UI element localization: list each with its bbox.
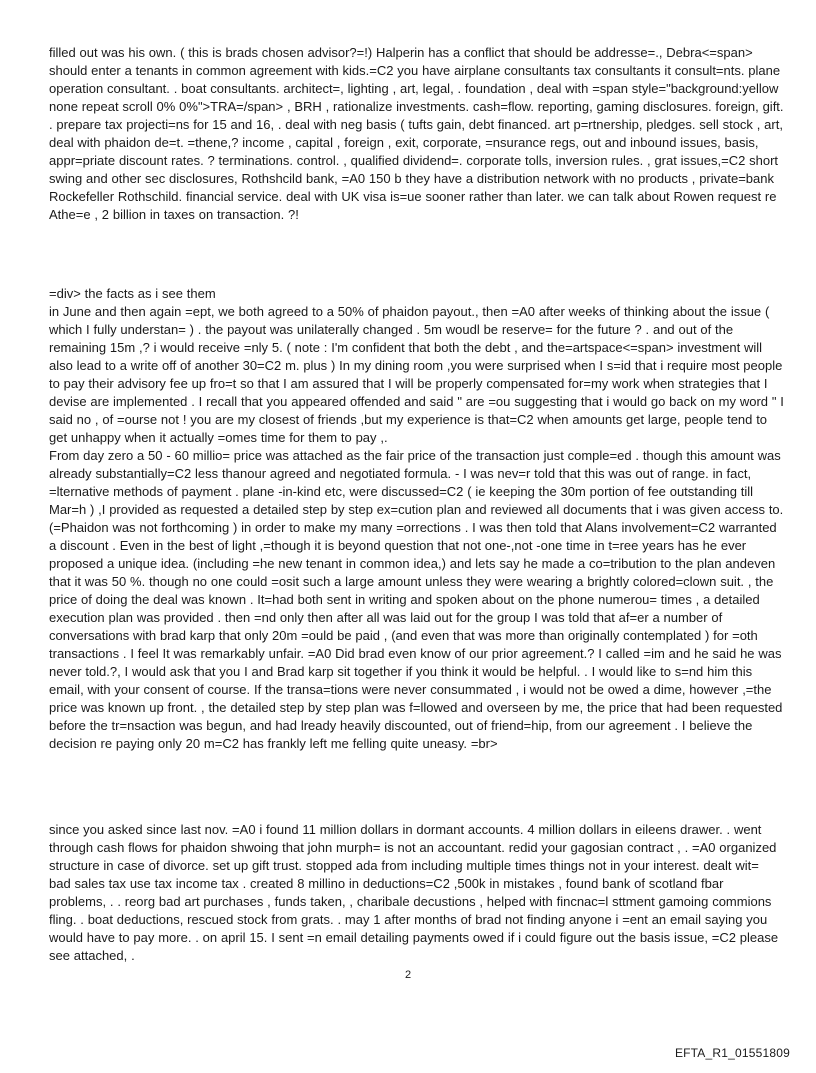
paragraph-advisor-tasks: filled out was his own. ( this is brads chosen advisor?=!) Halperin has a conflict that should be addresse=., Debra<=span> should enter a tenants in common agreement with kids.=C2 you have airplane consultants tax consultants it consult=nts. plane operation consultant. . boat consultants. architect=, lighting , art, legal, . foundation , deal with =span style="background:yellow none repeat scroll 0% 0%">TRA=/span> , BRH , rationalize investments. cash=flow. reporting, gaming disclosures. foreign, gift. . prepare tax projecti=ns for 15 and 16, . deal with neg basis ( tufts gain, debt financed. art p=rtnership, pledges. sell stock , art, deal with phaidon de=t. =thene,? income , capital , foreign , exit, corporate, =nsurance regs, out and inbound issues, basis, appr=priate discount rates. ? terminations. control. , qualified dividend=. corporate tolls, inversion rules. , grat issues,=C2 short swing and other sec disclosures, Rothshcild bank, =A0 150 b they have a distribution network with no products , private=bank Rockefeller Rothschild. financial service. deal with UK visa is=ue sooner rather than later. we can talk about Rowen request re Athe=e , 2 billion in taxes on transaction. ?! <box>49 45 784 222</box>
page-number: 2 <box>404 969 412 981</box>
bates-number: EFTA_R1_01551809 <box>674 1046 790 1060</box>
paragraph-since-last-nov: since you asked since last nov. =A0 i found 11 million dollars in dormant accounts. 4 million dollars in eileens drawer. . went through cash flows for phaidon shwoing that john murph= is not an accountant. redid your gagosian contract , . =A0 organized structure in case of divorce. set up gift trust. stopped ada from including multiple times things not in your interest. dealt wit= bad sales tax use tax income tax . created 8 millino in deductions=C2 ,500k in mistakes , found bank of scotland fbar problems, . . reorg bad art purchases , funds taken, , charibale decustions , helped with fincnac=l sttment gamoing commions fling. . boat deductions, rescued stock from grats. . may 1 after months of brad not finding anyone i =ent an email saying you would have to pay more. . on april 15. I sent =n email detailing payments owed if i could figure out the basis issue, =C2 please see attached, . <box>49 822 779 963</box>
paragraph-facts: =div> the facts as i see them in June and then again =ept, we both agreed to a 50% of phaidon payout., then =A0 after weeks of thinking about the issue ( which I fully understan= ) . the payout was unilaterally changed . 5m woudl be reserve= for the future ? . and out of the remaining 15m ,? i would receive =nly 5. ( note : I'm confident that both the debt , and the=artspace<=span> investment will also lead to a write off of another 30=C2 m. plus ) In my dining room ,you were surprised when I s=id that i require most people to pay their advisory fee up fro=t so that I am assured that I will be properly compensated for=my work when strategies that I devise are implemented . I recall that you appeared offended and said " are =ou suggesting that i would go back on my word " I said no , of =ourse not ! you are my closest of friends ,but my experience is that=C2 when amounts get large, people tend to get unhappy when it actually =omes time for them to pay ,. From day zero a 50 - 60 millio= price was attached as the fair price of the transaction just comple=ed . though this amount was already substantially=C2 less thanour agreed and negotiated formula. - I was nev=r told that this was out of range. in fact, =lternative methods of payment . plane -in-kind etc, were discussed=C2 ( ie keeping the 30m portion of fee outstanding till Mar=h ) ,I provided as requested a detailed step by step ex=cution plan and reviewed all documents that i was given access to. (=Phaidon was not forthcoming ) in order to make my many =orrections . I was then told that Alans involvement=C2 warranted a discount . Even in the best of light ,=though it is beyond question that not one-,not -one time in t=ree years has he ever proposed a unique idea. (including =he new tenant in common idea,) and lets say he made a co=tribution to the plan andeven that it was 50 %. though no one could =osit such a large amount unless they were wearing a brightly colored=clown suit. , the price of doing the deal was known . It=had both sent in writing and spoken about on the phone numerou= times , a detailed execution plan was provided . then =nd only then after all was laid out for the group I was told that af=er a number of conversations with brad karp that only 20m =ould be paid , (and even that was more than originally contemplated ) for =oth transactions . I feel It was remarkably unfair. =A0 Did brad even know of our prior agreement.? I called =im and he said he was never told.?, I would ask that you I and Brad karp sit together if you think it would be helpful. . I would like to s=nd him this email, with your consent of course. If the transa=tions were never consummated , i would not be owed a dime, however ,=the price was known up front. , the detailed step by step plan was f=llowed and overseen by me, the price that had been requested before the tr=nsaction was begun, and had lready heavily discounted, out of friend=hip, from our agreement . I believe the decision re paying only 20 m=C2 has frankly left me felling quite uneasy. =br> <box>49 286 784 751</box>
